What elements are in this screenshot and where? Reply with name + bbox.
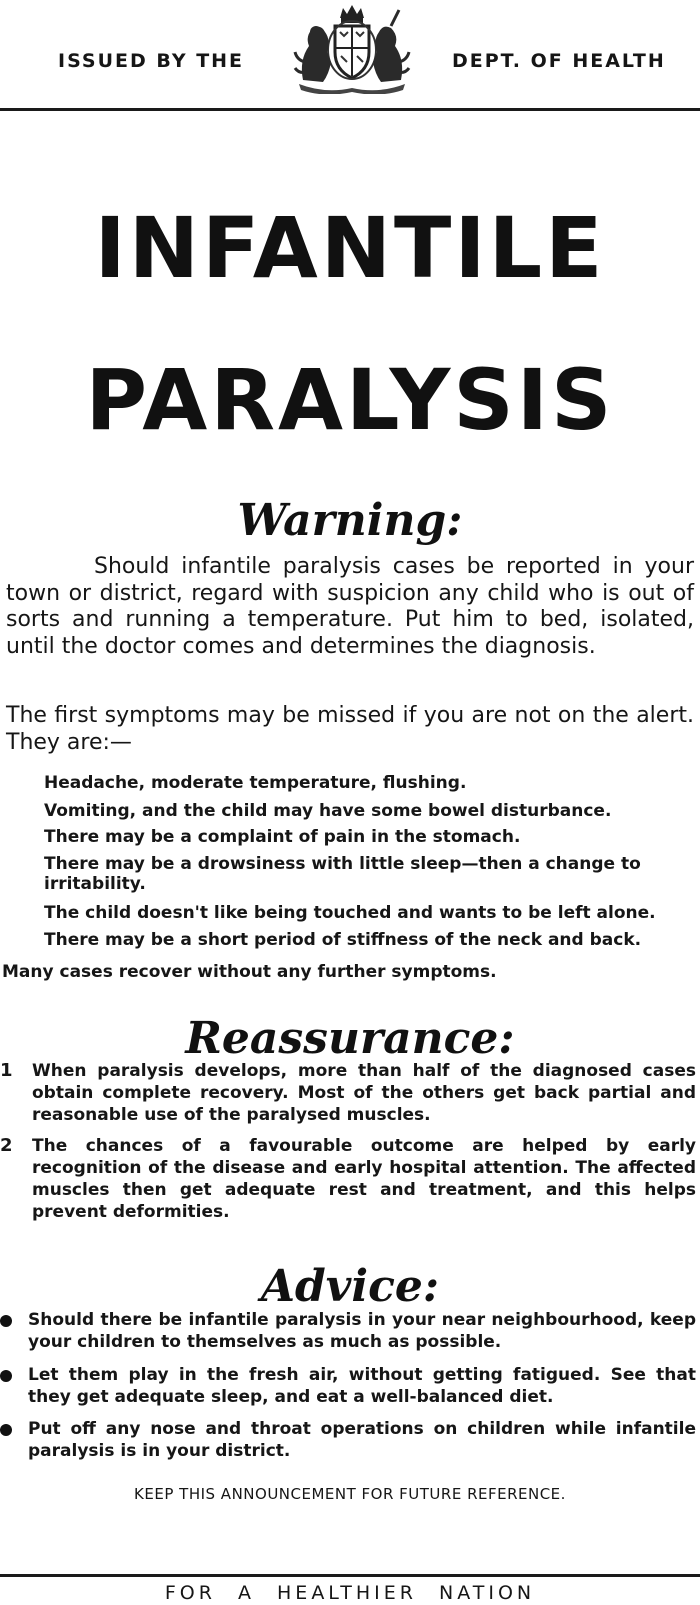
bullet-icon	[0, 1370, 12, 1382]
warning-paragraph: Should infantile paralysis cases be reported in your town or district, regard with suspicion any child who is out of sorts and running a temperature. Put him to bed, isolated, until the doctor comes and determines the diagnosis.	[6, 554, 694, 659]
advice-text: Should there be infantile paralysis in your near neighbourhood, keep your children to themselves as much as possible.	[28, 1310, 696, 1352]
recovery-note: Many cases recover without any further symptoms.	[2, 962, 497, 982]
item-number: 2	[0, 1135, 13, 1156]
reassurance-text: When paralysis develops, more than half of the diagnosed cases obtain complete recovery. Most of the others get back partial and reasonable use of the paralysed muscles.	[32, 1061, 696, 1125]
advice-text: Put off any nose and throat operations on children while infantile paralysis is in your district.	[28, 1419, 696, 1461]
symptom-item: There may be a complaint of pain in the stomach.	[44, 827, 521, 847]
bullet-icon	[0, 1424, 12, 1436]
symptom-item: There may be a short period of stiffness of the neck and back.	[44, 930, 642, 950]
reassurance-heading: Reassurance:	[185, 1013, 515, 1064]
reassurance-text: The chances of a favourable outcome are helped by early recognition of the disease and early hospital attention. The affected muscles then get adequate rest and treatment, and this helps prevent deformities.	[32, 1136, 696, 1222]
bullet-icon	[0, 1315, 12, 1327]
symptom-item: Vomiting, and the child may have some bowel disturbance.	[44, 801, 612, 821]
royal-coat-of-arms-icon	[285, 2, 419, 94]
title-line-1: INFANTILE	[94, 199, 606, 297]
top-divider	[0, 108, 700, 111]
item-number: 1	[0, 1060, 13, 1081]
symptoms-intro: The first symptoms may be missed if you are not on the alert. They are:—	[6, 703, 694, 755]
symptom-item: Headache, moderate temperature, flushing.	[44, 773, 467, 793]
symptom-item: There may be a drowsiness with little sleep—then a change to irritability.	[44, 854, 641, 894]
bottom-divider	[0, 1574, 700, 1577]
advice-text: Let them play in the fresh air, without getting fatigued. See that they get adequate sleep, and eat a well-balanced diet.	[28, 1365, 696, 1407]
issued-by-label: ISSUED BY THE	[58, 50, 245, 72]
department-label: DEPT. OF HEALTH	[452, 50, 666, 72]
symptom-item: The child doesn't like being touched and wants to be left alone.	[44, 903, 656, 923]
title-line-2: PARALYSIS	[85, 351, 615, 449]
footer-slogan: FOR A HEALTHIER NATION	[164, 1582, 536, 1604]
keep-announcement-note: KEEP THIS ANNOUNCEMENT FOR FUTURE REFERENCE.	[134, 1485, 566, 1503]
warning-heading: Warning:	[237, 495, 463, 546]
advice-heading: Advice:	[260, 1261, 440, 1312]
